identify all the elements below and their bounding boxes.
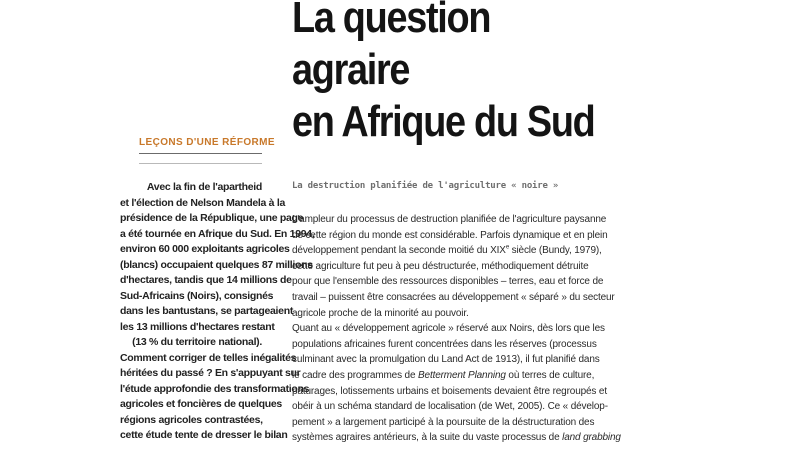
lead-line: présidence de la République, une page: [120, 212, 304, 224]
lead-line: Avec la fin de l'apartheid: [146, 181, 262, 193]
lead-line: (blancs) occupaient quelques 87 millions: [120, 258, 313, 271]
body-text: [292, 212, 652, 446]
section-subtitle: La destruction planifiée de l'agriculture « noire »: [292, 181, 559, 191]
body-line: pour que l'ensemble des ressources disponibles – terres, eau et force de: [292, 276, 604, 288]
body-line: populations africaines furent concentrées dans les réserves (processus: [292, 338, 597, 350]
lead-paragraph: [120, 180, 315, 444]
body-italic: land grabbing: [562, 432, 621, 444]
lead-line: héritées du passé ? En s'appuyant sur: [120, 367, 301, 379]
lead-line: et l'élection de Nelson Mandela à la: [120, 196, 285, 209]
lead-line: régions agricoles contrastées,: [120, 413, 263, 426]
lead-line: d'hectares, tandis que 14 millions de: [120, 274, 292, 286]
body-line: [292, 368, 652, 384]
lead-line: cette étude tente de dresser le bilan: [120, 429, 288, 441]
body-italic: Betterment Planning: [418, 369, 506, 381]
body-line: de cette région du monde est considérable. Parfois dynamique et en plein: [292, 229, 608, 241]
lead-line: agricoles et foncières de quelques: [120, 398, 282, 410]
title-line: agraire: [292, 45, 410, 94]
body-line: Quant au « développement agricole » réservé aux Noirs, dès lors que les: [292, 323, 605, 335]
body-line: L'ampleur du processus de destruction planifiée de l'agriculture paysanne: [292, 214, 607, 225]
lead-line: les 13 millions d'hectares restant: [120, 320, 275, 333]
lead-line: Sud-Africains (Noirs), consignés: [120, 289, 274, 302]
lead-line: (13 % du territoire national).: [132, 336, 262, 348]
body-line: culminant avec la promulgation du Land Act de 1913), il fut planifié dans: [292, 354, 600, 366]
lead-line: a été tournée en Afrique du Sud. En 1994,: [120, 227, 315, 240]
body-line: agricole proche de la minorité au pouvoir.: [292, 307, 469, 319]
body-segment: le cadre des programmes de: [292, 369, 419, 381]
body-segment: systèmes agraires antérieurs, à la suite du vaste processus de: [292, 432, 563, 444]
body-line: pement » a largement participé à la poursuite de la déstructuration des: [292, 416, 595, 428]
lead-line: dans les bantustans, se partageaient: [120, 305, 294, 317]
body-line: [292, 243, 652, 259]
lead-line: Comment corriger de telles inégalités: [120, 351, 297, 364]
body-line: travail – puissent être consacrées au développement « séparé » du secteur: [292, 291, 615, 303]
body-segment: où terres de culture,: [505, 369, 595, 381]
body-segment: développement pendant la seconde moitié du XIX: [292, 245, 506, 257]
body-line: cette agriculture fut peu à peu déstructurée, méthodiquement détruite: [292, 260, 589, 272]
article-title: [292, 0, 595, 148]
body-line: obéir à un schéma standard de localisation (de Wet, 2005). Ce « dévelop-: [292, 401, 608, 413]
title-line: en Afrique du Sud: [292, 97, 595, 146]
body-line: pâturages, lotissements urbains et boisements devaient être regroupés et: [292, 385, 607, 397]
lead-line: l'étude approfondie des transformations: [120, 382, 310, 395]
section-kicker: LEÇONS D'UNE RÉFORME: [139, 137, 262, 154]
body-superscript: e: [505, 244, 509, 251]
body-segment: siècle (Bundy, 1979),: [509, 245, 602, 257]
title-line: La question: [292, 0, 491, 42]
body-line: [292, 430, 652, 446]
lead-line: environ 60 000 exploitants agricoles: [120, 243, 290, 255]
kicker-divider: [139, 163, 262, 164]
